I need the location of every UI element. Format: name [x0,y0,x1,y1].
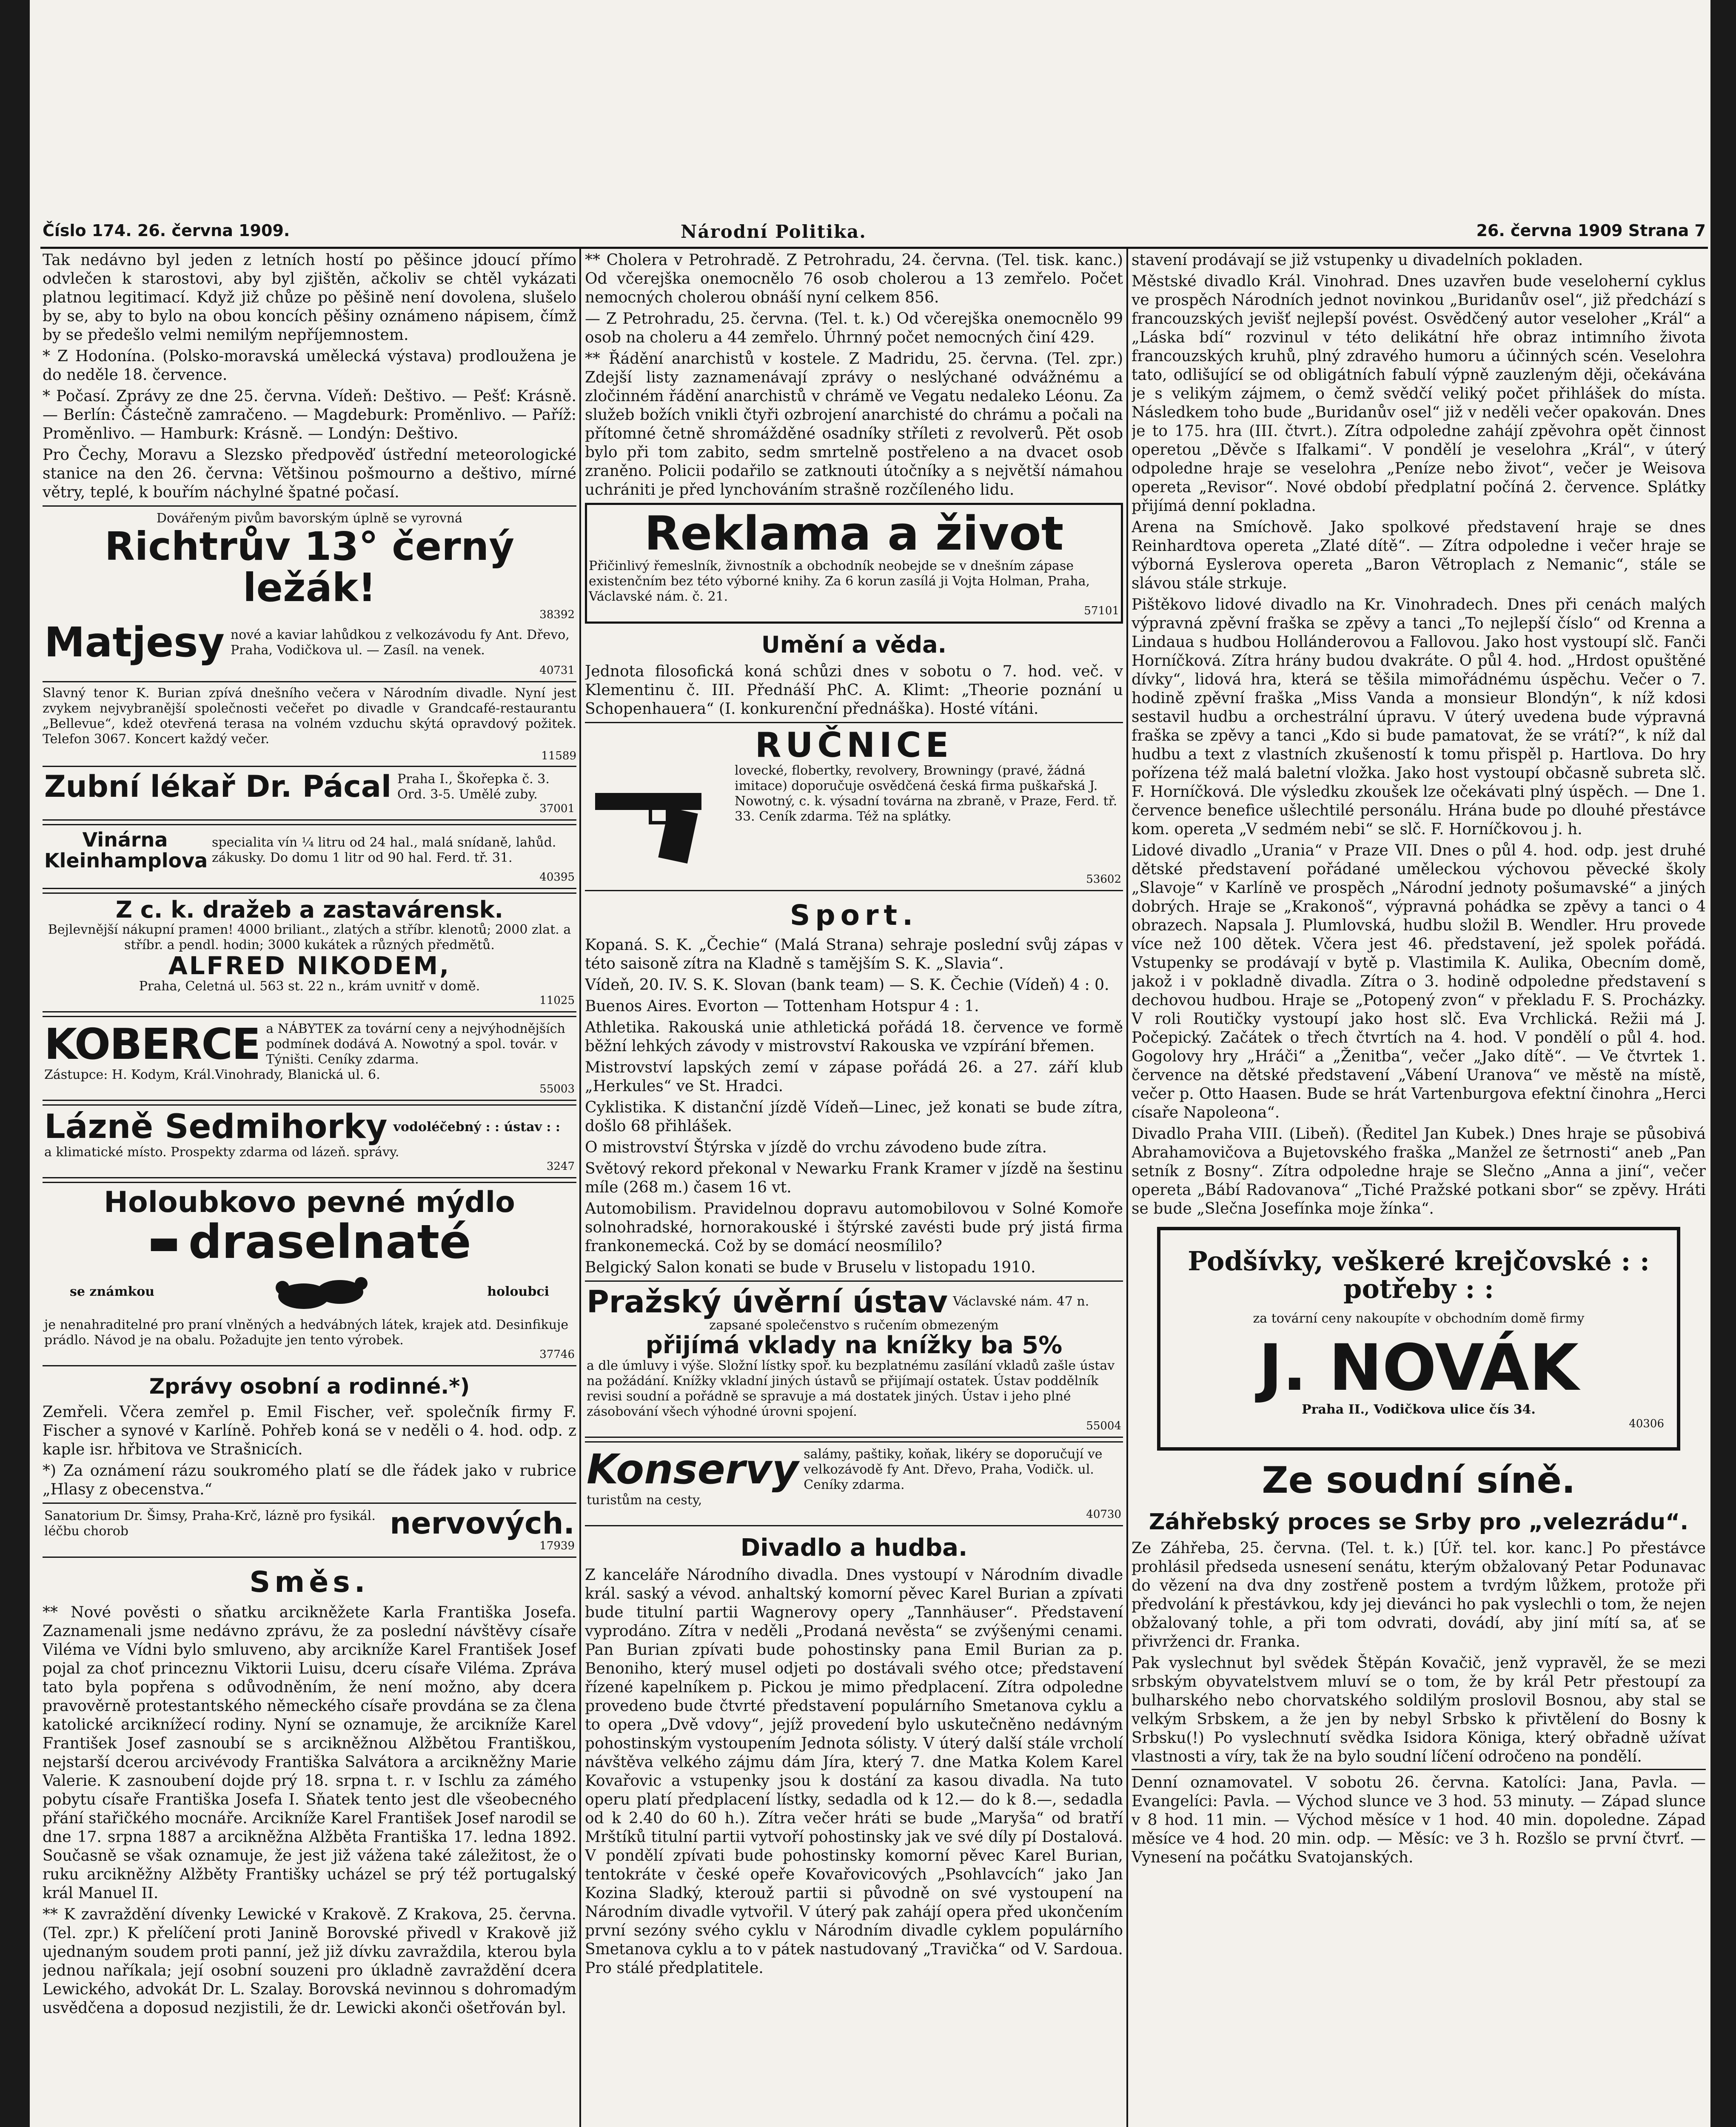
ad-beer-number: 38392 [539,608,575,622]
article-athletika: Athletika. Rakouská unie athletická pořádá 18. července ve formě běžní lehkých závody v mistrovství Rakouska ve vzpírání břemen. [585,1018,1123,1055]
ad-lazne-title: Lázně Sedmihorky [44,1107,388,1146]
ad-richter-beer [43,505,576,682]
article-narodni-divadlo: Z kanceláře Národního divadla. Dnes vystoupí v Národním divadle král. saský a vévod. anhaltský komorní pěvec Karel Burian a zpívati bude titulní partii Wagnerovy opery „Tannhäuser“. Představení vyprodáno. Zítra v neděli „Prodaná nevěsta“ se zvýšenými cenami. Pan Burian zpívati bude pohostinsky pana Emil Burian za p. Benoniho, který musel odjeti po dostávali svého otce; představení řízené kapelníkem p. Pickou je mimo předplacení. Zítra odpoledne provedeno bude čtvrté představení populárního Smetanova cyklu a to opera „Dvě vdovy“, jejíž provedení bylo uskutečněno nedávným pohostinským vystoupením Jednota sólisty. V úterý další stále vrcholí návštěva velkého zájmu dám Jíra, který 7. dne Matka Kolem Karel Kovařovic a vstupenky jsou k dostání za kasou divadla. Na tuto operu platí předplacení lístky, sedadla od k 12.— do k 8.—, sedadla od k 2.40 do 60 h.). Zítra večer hráti se bude „Maryša“ od bratří Mrštíků titulní partii vytvoří pohostinsky jak ve své díly pí Dostalová. V pondělí zpívati bude pohostinsky komorní pěvec Karel Burian, tentokráte v české opeře Kovařovicových „Psohlavcích“ jako Jan Kozina Sladký, kterouž partii si původně on své vystoupení na Národním divadle vytvořil. V úterý pak zahájí opera před ukončením první sezóny svého cyklu v Národním divadle cyklem populárního Smetanova cyklu a to v pátek nastudovaný „Travička“ od V. Sardoua. Pro stálé předplatitele. [585,1566,1123,1977]
ad-novak [1157,1227,1680,1451]
ad-konservy-side: turistům na cesty, [587,1492,702,1508]
soap-bar-icon: ▬ [148,1222,180,1262]
article-cholera-2: — Z Petrohradu, 25. června. (Tel. t. k.) Od včerejška onemocnělo 99 osob na choleru a 44 zemřelo. Úhrnný počet nemocných činí 429. [585,310,1123,346]
ad-mydlo-text: je nenahraditelné pro praní vlněných a hedvábných látek, krajek atd. Desinfikuje prádlo. Návod je na obalu. Požadujte jen tento výrobek. [44,1317,569,1348]
ad-drazby-title: Z c. k. dražeb a zastavárensk. [115,896,504,924]
ad-uverni-ustav [585,1280,1123,1438]
header-rule [40,247,1708,249]
ad-lazne-side: vodoléčebný : : ústav : : [393,1119,560,1135]
scan-edge-left [0,0,30,2127]
pigeons-trademark-icon [265,1266,376,1317]
ad-mydlo-title: Holoubkovo pevné mýdlo [104,1185,515,1219]
article-filosofie: Jednota filosofická koná schůzi dnes v sobotu o 7. hod. več. v Klementinu č. III. Přednáší PhC. A. Klimt: „Theorie poznání u Schopenhauera“ (I. konkurenční přednáška). Hosté vítáni. [585,662,1123,718]
article-forecast: Pro Čechy, Moravu a Slezsko předpověď ústřední meteorologické stanice na den 26. června: Většinou pošmourno a deštivo, mírné větry, teplé, k bouřím náchylné špatné počasí. [43,446,576,501]
masthead: Národní Politika. [681,221,867,242]
ad-lazne-number: 3247 [546,1160,575,1173]
article-styrsko: O mistrovství Štýrska v jízdě do vrchu závodeno bude zítra. [585,1138,1047,1156]
article-arena: Arena na Smíchově. Jako spolkové představení hraje se dnes Reinhardtova opereta „Zlaté dítě“. — Zítra odpoledne i večer hraje se výborná Eyslerova opereta „Baron Větroplach z Nemanic“, stále se slávou stále strkuje. [1132,519,1706,592]
ad-reklama-title: Reklama a život [644,506,1064,561]
ad-mydlo-right: holoubci [487,1284,549,1300]
ad-mydlo-number: 37746 [539,1348,575,1361]
ad-novak-title: Podšívky, veškeré krejčovské : : potřeby : : [1188,1246,1650,1305]
ad-dentist [43,766,576,821]
article-zemreli: Zemřeli. Včera zemřel p. Emil Fischer, veř. společník firmy F. Fischer a synové v Karlíně. Pohřeb koná se v neděli o 4. hod. odp. z kaple isr. hřbitova ve Strašnicích. [43,1403,576,1459]
ad-nikodem: ALFRED NIKODEM, [168,951,451,980]
ad-matjesy-text: nové a kaviar lahůdkou z velkozávodu fy Ant. Dřevo, Praha, Vodičkova ul. — Zasíl. na venek. [230,627,570,658]
ad-sanatorium-number: 17939 [539,1539,575,1552]
ad-ustav-big: přijímá vklady na knížky ba 5% [645,1332,1063,1360]
scan-edge-right [1710,0,1736,2127]
ad-mydlo-big: draselnaté [188,1214,471,1269]
ad-dentist-text: Praha I., Škořepka č. 3. Ord. 3-5. Umělé zuby. [397,771,550,802]
page-header [43,221,1706,247]
section-umeni: Umění a věda. [761,631,947,658]
column-rule-1 [579,249,581,2127]
section-soudni: Ze soudní síně. [1262,1459,1576,1502]
section-sport: Sport. [790,898,918,932]
ad-vinarna-text: specialita vín ¼ litru od 24 hal., malá snídaně, lahůd. zákusky. Do domu 1 litr od 90 hal. Ferd. tř. 31. [212,835,556,865]
ad-lazne [43,1104,576,1178]
ad-rucnice-number: 53602 [1086,872,1121,886]
article-calendar: Denní oznamovatel. V sobotu 26. června. Katolíci: Jana, Pavla. — Evangelíci: Pavla. — Východ slunce ve 3 hod. 53 minuty. — Západ slunce v 8 hod. 11 min. — Východ měsíce v 1 hod. 40 min. dopoledne. Západ měsíce ve 4 hod. 20 min. odp. — Měsíc: ve 3 h. Rozšlo se první čtvrť. — Vynesení na počátku Svatojanských. [1132,1769,1706,1867]
ad-dentist-title: Zubní lékař Dr. Pácal [44,769,392,804]
article-zahreb-2: Pak vyslechnut byl svědek Štěpán Kovačič, jenž vypravěl, že se mezi srbským obyvatelstvem mluví se o tom, že by král Petr přestoupí za bulharského nebo chorvatského soldilým proslovil Bosnou, aby stal se velkým Srbskem, a že jen by nebyl Srbsko k přivtělení do Bosny k Srbsku(!) Po vyslechnutí svědka Isidora Königa, který obřadně užívat vlastnosti a víry, tak že na bylo soudní líčení odročeno na pondělí. [1132,1654,1706,1765]
ad-novak-text: za tovární ceny nakoupíte v obchodním domě firmy [1253,1311,1585,1326]
article-continued: stavení prodávají se již vstupenky u divadelních pokladen. [1132,251,1583,269]
article-rekord: Světový rekord překonal v Newarku Frank Kramer v jízdě na šestinu míle (268 m.) časem 16 vt. [585,1160,1123,1196]
ad-koberce [43,1016,576,1101]
page-number: 26. června 1909 Strana 7 [1476,221,1706,240]
ad-mydlo-left: se známkou [70,1284,155,1300]
article-burian-bellevue: Slavný tenor K. Burian zpívá dnešního večera v Národním divadle. Nyní jest zvykem nejvybranější společnosti večeřet po divadle v Grandcafé-restaurantu „Bellevue“, kdež otevřená terasa na volném vzduchu skýtá opravdový požitek. Telefon 3067. Koncert každý večer. [43,685,576,747]
ad-rucnice-text: lovecké, flobertky, revolvery, Browningy (pravé, žádná imitace) doporučuje osvědčená česká firma puškařská J. Nowotný, c. k. výsadní továrna na zbraně, v Praze, Ferd. tř. 33. Ceník zdarma. Též na splátky. [735,763,1117,824]
article-lewicka: ** K zavraždění dívenky Lewické v Krakově. Z Krakova, 25. června. (Tel. zpr.) K přelíčení proti Janině Borovské přivedl v Krakově již ujednaným soudem proti panní, jež již dívku zavraždila, kterou byla jednou naříkala; její osobní souzeni pro úkladně zavraždění dcera Lewického, advokát Dr. L. Szalay. Borovská nevinnou s dohromadým usvědčena a doposud nezjistili, že dr. Lewicki akonči ošetřován byl. [43,1905,576,2017]
ad-drazby-text: Bejlevnější nákupní pramen! 4000 briliant., zlatých a stříbr. klenotů; 2000 zlat. a stříbr. a pendl. hodin; 3000 kukátek a různých předmětů. [48,922,571,952]
article-intro: Tak nedávno byl jeden z letních hostí po pěšince jdoucí přímo odvlečen k starostovi, aby byl zjištěn, ačkoliv se chtěl vykázati platnou legitimací. Když již chůze po pěšině není dovolena, slušelo by se, aby to bylo na obou koncích pěšiny oznámeno nápisem, čímž by se předešlo velmi nemilým nepříjemnostem. [43,251,576,344]
article-anarchists: ** Řádění anarchistů v kostele. Z Madridu, 25. června. (Tel. zpr.) Zdejší listy zaznamenávají zprávy o neslýchané odvážnému a zločinném řádění anarchistů v chrámě ve Vegatu nedaleko Léonu. Za služeb božích vnikli čtyři ozbrojení anarchisté do chrámu a počali na přítomné četně shromážděné osadníky stříleti z revolverů. Pět osob bylo při tom zabito, sedm smrtelně postřeleno a na dvacet osob zraněno. Policii podařilo se zatknouti útočníky a s největší námahou uchrániti je před lynchováním strašně rozčíleného lidu. [585,350,1123,499]
ad-nikodem-number: 11025 [539,994,575,1007]
article-buenos-aires: Buenos Aires. Evorton — Tottenham Hotspur 4 : 1. [585,997,979,1015]
article-mistrovstvi: Mistrovství lapských zemí v zápase pořádá 26. a 27. září klub „Herkules“ ve St. Hradci. [585,1058,1123,1095]
article-weather: * Počasí. Zprávy ze dne 25. června. Vídeň: Deštivo. — Pešť: Krásně. — Berlín: Částečně zamračeno. — Magdeburk: Proměnlivo. — Paříž: Proměnlivo. — Hamburk: Krásně. — Londýn: Deštivo. [43,388,576,442]
ad-novak-address: Praha II., Vodičkova ulice čís 34. [1302,1402,1536,1417]
ad-dentist-number: 37001 [539,802,575,815]
ad-novak-number: 40306 [1629,1417,1664,1430]
ad-konservy [585,1441,1123,1526]
column-2 [585,251,1123,2127]
section-divadlo: Divadlo a hudba. [740,1534,968,1562]
ad-koberce-text: a NÁBYTEK za tovární ceny a nejvýhodnějších podmínek dodává A. Nowotný a spol. továr. v Týništi. Ceníky zdarma. [266,1021,565,1067]
ad-matjesy-number: 40731 [539,664,575,677]
ad-rucnice [585,722,1123,891]
article-urania: Lidové divadlo „Urania“ v Praze VII. Dnes o půl 4. hod. odp. jest druhé dětské představení pořádané uměleckou výchovou pěvecké školy „Slavoje“ v Karlíně ve prospěch „Národní jednoty pošumavské“ a jiných dobrých. Hraje se „Krakonoš“, výpravná pohádka se zpěvy a tanci o 4 obrazech. Napsala J. Plumlovská, hudbu složil B. Wendler. Hru provede více než 100 dětek. Včera jest 46. představení, jež spolek pořádá. Vstupenky se prodávají v bytě p. Vlastimila K. Aulika, Obecním domě, jakož i v pokladně divadla. Zítra o 3. hodině odpoledne představení s dechovou hudbou. Hraje se „Potopený zvon“ v překladu F. S. Procházky. V roli Routičky vystoupí jako host slč. Eva Vrchlická. Režii má J. Počepický. Začátek o třech čtvrtích na 4. hod. V pondělí o půl 4. hod. Gogolovy hry „Hráči“ a „Ženitba“, večer „Jako dítě“. — Ve čtvrtek 1. července na dětské představení „Vábení Uranova“ ve městě na místě, večer p. Otto Haasen. Bude se hrát Vartenburgova efektní činohra „Herci císaře Napoleona“. [1132,842,1706,1121]
ad-ustav-number: 55004 [1086,1419,1121,1432]
soudni-subtitle: Záhřebský proces se Srby pro „velezrádu“. [1149,1509,1689,1535]
ad-reklama-number: 57101 [1084,604,1119,617]
ad-lazne-text: a klimatické místo. Prospekty zdarma od lázeň. správy. [44,1144,399,1160]
ad-sanatorium [43,1503,576,1558]
ad-konservy-number: 40730 [1086,1508,1121,1521]
ad-vinarna [43,824,576,889]
article-cyklistika: Cyklistika. K distanční jízdě Vídeň—Linec, jež konati se bude zítra, došlo 68 přihlášek. [585,1098,1123,1135]
column-3 [1132,251,1706,2127]
article-automobilism: Automobilism. Pravidelnou dopravu automobilovou v Solné Komoře solnohradské, hornorakouské i štýrské zavésti bude prý jistá firma frankonemecká. Což by se domácí neosmílilo? [585,1200,1123,1255]
article-hodonin: * Z Hodonína. (Polsko-moravská umělecká výstava) prodloužena je do neděle 18. července. [43,348,576,384]
ad-sanatorium-big: nervových. [390,1506,575,1541]
article-viden: Vídeň, 20. IV. S. K. Slovan (bank team) — S. K. Čechie (Vídeň) 4 : 0. [585,976,1109,994]
issue-number: Číslo 174. 26. června 1909. [43,221,290,240]
article-vinohrady-divadlo: Městské divadlo Král. Vinohrad. Dnes uzavřen bude veseloherní cyklus ve prospěch Národních jednot novinkou „Buridanův osel“, již předchází s francouzských jevišť nejlepší povést. Osvědčený autor veseloher „Král“ a „Láska bdí“ rozvinul v této delikátní hře obraz intimního života francouzských kruhů, plný zdravého humoru a účinných scén. Veselohra tato, odlišující se od obligátních fabulí výpně zauzleným ději, očekávána je s velikým zájmem, o čemž svědčí veliký počet přihlášek do místa. Následkem toho bude „Buridanův osel“ již v neděli večer opakován. Dnes je to 175. hra (III. čtvrt.). Zítra odpoledne zahájí zpěvohra opět činnost operetou „Děvče s Ifalkami“. V pondělí je veselohra „Král“, v úterý odpoledne hraje se veselohra „Peníze nebo život“, večer je Weisova opereta „Revisor“. Nové období předplatní počíná 2. července. Splátky přijímá denní pokladna. [1132,273,1706,515]
section-personal: Zprávy osobní a rodinné.*) [149,1374,470,1399]
ad-konservy-title: Konservy [587,1446,799,1494]
article-liben: Divadlo Praha VIII. (Libeň). (Ředitel Jan Kubek.) Dnes hraje se působivá Abrahamovičova a Bujetovského fraška „Manžel ze šetrnosti“ aneb „Pan setník z Bosny“. Zítra odpoledne hraje se Slečno „Anna a jiní“, večer opereta „Bábí Radovanova“ „Tiché Pražské potkani sbor“ se zpěvy. Hráti se bude „Slečna Josefínka moje žínka“. [1132,1125,1706,1217]
ad-beer-tagline: Dovářeným pivům bavorským úplně se vyrovná [156,511,463,526]
article-salon: Belgický Salon konati se bude v Bruselu v listopadu 1910. [585,1258,1036,1276]
ad-koberce-number: 55003 [539,1082,575,1095]
revolver-icon [587,763,727,870]
ad-konservy-text: salámy, paštiky, koňak, likéry se doporučují ve velkozávodě fy Ant. Dřevo, Praha, Vodičk. ul. Ceníky zdarma. [804,1446,1103,1492]
article-karel-frantisek: ** Nové pověsti o sňatku arcikněžete Karla Františka Josefa. Zaznamenali jsme nedávno zprávu, že za poslední návštěvy císaře Viléma ve Vídni bylo smluveno, aby arcikníže Karel František Josef pojal za choť princeznu Viktorii Luisu, dceru císaře Viléma. Zpráva tato byla popřena s odůvodněním, že není možno, aby dcera pravověrně protestantského německého císaře provdána se za člena katolické arciknížecí rodiny. Nyní se oznamuje, že arcikníže Karel František Josef zasnoubí se s arcikněžnou Alžbětou Františkou, nejstarší dcerou arcivévody Františka Salvátora a arcikněžny Marie Valerie. K zasnoubení dojde prý 18. srpna t. r. v Ischlu za zámého pobytu císaře Františka Josefa I. Sňatek tento jest dle všeobecného přání stařičkého mocnáře. Arcikníže Karel František Josef narodil se dne 17. srpna 1887 a arcikněžna Alžběta Františka 17. ledna 1892. Současně se však oznamuje, že jest již vážena také záležitost, že o ruku arcikněžny Alžběty Františky ucházel se prý též portugalský král Manuel II. [43,1603,576,1902]
ad-vinarna-title: Vinárna Kleinhamplova [44,828,208,872]
section-smes: Směs. [249,1565,370,1599]
ad-reklama [585,503,1123,624]
ad-drazby [43,892,576,1012]
column-1 [43,251,576,2127]
ad-nikodem-address: Praha, Celetná ul. 563 st. 22 n., krám uvnitř v domě. [139,978,480,994]
article-oznameni: *) Za oznámení rázu soukromého platí se dle řádek jako v rubrice „Hlasy z obecenstva.“ [43,1462,576,1499]
ad-rucnice-title: RUČNICE [755,725,953,765]
ad-matjesy-title: Matjesy [44,619,225,667]
ad-vinarna-number: 40395 [539,871,575,884]
ad-ustav-title: Pražský úvěrní ústav [587,1283,948,1320]
article-pistek: Pištěkovo lidové divadlo na Kr. Vinohradech. Dnes při cenách malých výpravná zpěvní fraška se zpěvy a tanci „To nejlepší číslo“ od Krenna a Lindaua s hudbou Hollánderovou a Fallovou. Jako host vystoupí slč. Fanči Horníčková. Zítra hrány budou dvakráte. O půl 4. hod. „Hrdost opuštěné dívky“, lidová hra, která se těšila mimořádnému úspěchu. Večer o 7. hodině zpěvní fraška „Miss Vanda a monsieur Blondýn“, k níž kdosi sestavil hudbu a orchestrální úpravu. V úterý uvedena bude výpravná fraška se zpěvy a tanci „Kdo si bude pamatovat, že se vrátí?“, k níž dal hudbu a text z vlastních zkušeností k tomu přispěl p. Hartlova. Do hry pořízena též malá baletní vložka. Jako host vystoupí občasně subreta slč. F. Horníčková. Dle výsledku zkoušek lze očekávati plný úspěch. — Dne 1. července benefice ušlechtilé personálu. Hrána bude po dlouhé přestávce kom. opereta „V sedmém nebi“ se slč. F. Horníčkovou j. h. [1132,596,1706,838]
ad-beer-title: Richtrův 13° černý ležák! [104,524,515,610]
ad-reklama-text: Přičinlivý řemeslník, živnostník a obchodník neobejde se v dnešním zápase existenčním bez této výborné knihy. Za 6 korun zasílá ji Vojta Holman, Praha, Václavské nám. č. 21. [589,558,1090,604]
ad-ustav-line: zapsané společenstvo s ručením obmezeným [709,1318,999,1333]
article-zahreb-1: Ze Záhřeba, 25. června. (Tel. t. k.) [Úř. tel. kor. kanc.] Po přestávce prohlásil předseda usnesení senátu, kterým obžalovaný Petar Podunavac do vězení na dva dny zostřeně postem a tvrdým lůžkem, protože při předvolání k přestávkou, kdy jej dievánci ho pak vyslechli o tom, že nejen obžalovaný tohle, a při tom odvrati, dovádí, aby jiní mítí sa, ať se přivrženci dr. Franka. [1132,1539,1706,1651]
ad-koberce-agent: Zástupce: H. Kodym, Král.Vinohrady, Blanická ul. 6. [44,1067,380,1082]
column-rule-2 [1126,249,1128,2127]
article-cholera: ** Cholera v Petrohradě. Z Petrohradu, 24. června. (Tel. tisk. kanc.) Od včerejška onemocnělo 76 osob cholerou a 13 zemřelo. Počet nemocných cholerou obnáší nyní celkem 856. [585,251,1123,306]
ad-ustav-text: a dle úmluvy i výše. Složní lístky spoř. ku bezplatnému zasílání vkladů zašle ústav na požádání. Knížky vkladní jiných ústavů se přijímají ostatek. Ústav poddělník revisi soudní a pořádně se spravuje a má dostatek jiných. Ústav i jeho plné zásobování všech výhodné úrovni spojení. [587,1358,1115,1419]
ad-koberce-title: KOBERCE [44,1019,260,1069]
ad-novak-name: J. NOVÁK [1258,1331,1579,1406]
ad-mydlo [43,1182,576,1367]
ad-sanatorium-text: Sanatorium Dr. Šimsy, Praha-Krč, lázně pro fysikál. léčbu chorob [44,1508,376,1539]
ad-ustav-side: Václavské nám. 47 n. [953,1294,1089,1309]
article-kopana: Kopaná. S. K. „Čechie“ (Malá Strana) sehraje poslední svůj zápas v této saisoně zítra na Kladně s tamějším S. K. „Slavia“. [585,936,1123,972]
burian-number: 11589 [541,749,576,762]
